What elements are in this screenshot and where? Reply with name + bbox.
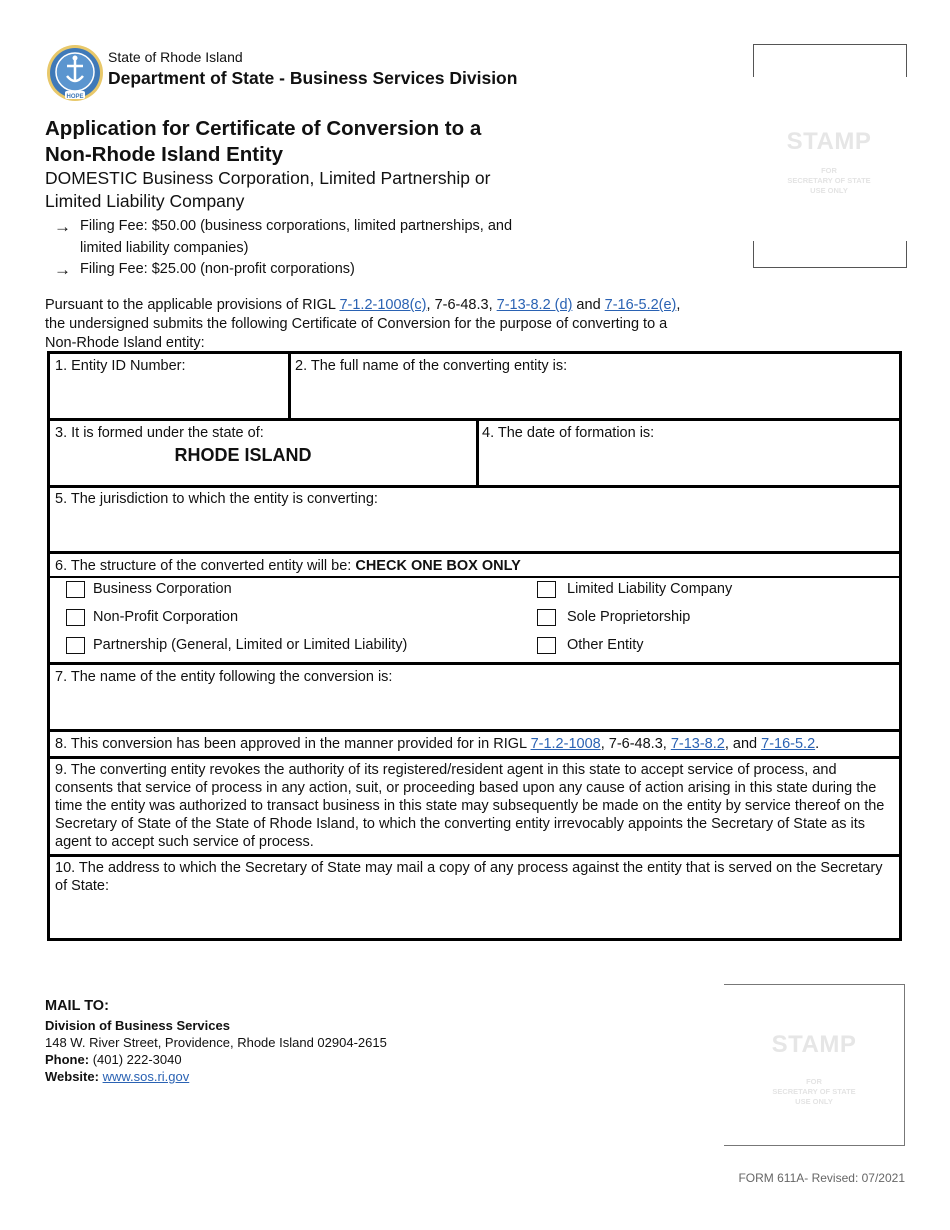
link-rigl-7-16-5.2e[interactable]: 7-16-5.2(e) xyxy=(604,297,677,313)
checkbox[interactable] xyxy=(66,581,85,598)
service-address-label: 10. The address to which the Secretary of State may mail a copy of any process against the entity that is served on the Secretary of State: xyxy=(55,860,883,894)
converting-entity-name-label: 2. The full name of the converting entity is: xyxy=(295,358,568,374)
state-name: State of Rhode Island xyxy=(108,49,243,65)
stamp-box-bottom xyxy=(724,984,905,1146)
jurisdiction-field[interactable] xyxy=(54,510,894,548)
mail-address: 148 W. River Street, Providence, Rhode Island 02904-2615 xyxy=(45,1035,387,1050)
approval-text: 8. This conversion has been approved in the manner provided for in RIGL xyxy=(55,736,531,752)
stamp-box-top xyxy=(753,44,905,268)
stamp-note-line: FOR xyxy=(806,1077,822,1086)
option-label: Partnership (General, Limited or Limited Liability) xyxy=(93,637,408,653)
checkbox[interactable] xyxy=(537,581,556,598)
intro-text: , the undersigned submits the following Certificate of Conversion for the purpose of converting to a Non-Rhode Island entity: xyxy=(45,297,681,351)
arrow-right-icon: → xyxy=(54,260,71,279)
formation-date-field[interactable] xyxy=(480,444,890,482)
intro-text: Pursuant to the applicable provisions of RIGL xyxy=(45,297,340,313)
option-label: Sole Proprietorship xyxy=(567,609,691,625)
stamp-note-line: USE ONLY xyxy=(795,1097,833,1106)
page-subtitle xyxy=(45,167,565,212)
option-label: Limited Liability Company xyxy=(567,581,733,597)
approval-text: . xyxy=(815,736,820,752)
subtitle-line-2: Limited Liability Company xyxy=(45,190,245,211)
checkbox[interactable] xyxy=(537,609,556,626)
structure-instruction: CHECK ONE BOX ONLY xyxy=(355,558,521,574)
jurisdiction-label: 5. The jurisdiction to which the entity is converting: xyxy=(55,491,378,507)
stamp-label: STAMP xyxy=(786,128,872,155)
page-title xyxy=(45,116,605,168)
stamp-label: STAMP xyxy=(771,1031,857,1058)
mail-phone xyxy=(45,1051,387,1068)
filing-fee-2 xyxy=(54,259,574,281)
subtitle-line-1: DOMESTIC Business Corporation, Limited Partnership or xyxy=(45,168,491,188)
filing-fee-1-line-2: limited liability companies) xyxy=(80,239,249,256)
checkbox[interactable] xyxy=(66,637,85,654)
new-entity-name-label: 7. The name of the entity following the conversion is: xyxy=(55,669,393,685)
entity-id-label: 1. Entity ID Number: xyxy=(55,358,186,374)
service-address-field[interactable] xyxy=(54,898,894,936)
mail-to-heading: MAIL TO: xyxy=(45,998,109,1014)
form-revision-footer: FORM 611A- Revised: 07/2021 xyxy=(738,1171,905,1185)
link-rigl-7-13-8.2d[interactable]: 7-13-8.2 (d) xyxy=(496,297,573,313)
phone-value: (401) 222-3040 xyxy=(92,1052,182,1067)
stamp-note-line: SECRETARY OF STATE xyxy=(772,1087,856,1096)
arrow-right-icon: → xyxy=(54,217,71,236)
stamp-note xyxy=(724,1077,904,1107)
new-entity-name-field[interactable] xyxy=(54,688,894,726)
filing-fee-1 xyxy=(54,216,574,260)
department-name: Department of State - Business Services Division xyxy=(108,68,518,88)
revocation-statement: 9. The converting entity revokes the authority of its registered/resident agent in this state to accept service of process, and consents that service of process in any action, suit, or proceeding based upon any cause of action arising in this state during the time the entity was authorized to transact business in this state may subsequently be made on the entity by service thereof on the Secretary of State of the State of Rhode Island, to which the converting entity irrevocably appoints the Secretary of State as its agent to accept such service of process. xyxy=(55,762,885,850)
link-rigl-7-13-8.2[interactable]: 7-13-8.2 xyxy=(670,736,725,752)
formation-state-label: 3. It is formed under the state of: xyxy=(55,425,264,441)
title-line-1: Application for Certificate of Conversion to a xyxy=(45,117,482,140)
intro-text: , 7-6-48.3, xyxy=(426,297,497,313)
structure-label-text: 6. The structure of the converted entity will be: xyxy=(55,558,356,574)
seal-motto: HOPE xyxy=(66,94,84,100)
stamp-note-line: FOR xyxy=(821,166,837,175)
approval-statement xyxy=(55,735,819,753)
entity-id-field[interactable] xyxy=(50,376,286,416)
mail-division: Division of Business Services xyxy=(45,1018,230,1033)
mail-website xyxy=(45,1068,387,1085)
option-label: Business Corporation xyxy=(93,581,232,597)
link-rigl-7-1.2-1008[interactable]: 7-1.2-1008 xyxy=(530,736,601,752)
phone-label: Phone: xyxy=(45,1052,90,1067)
checkbox[interactable] xyxy=(537,637,556,654)
stamp-note-line: USE ONLY xyxy=(810,186,848,195)
stamp-note xyxy=(753,166,905,196)
conversion-form xyxy=(47,351,902,941)
website-label: Website: xyxy=(45,1069,99,1084)
website-link[interactable]: www.sos.ri.gov xyxy=(102,1069,190,1084)
approval-text: , and xyxy=(724,736,762,752)
option-label: Non-Profit Corporation xyxy=(93,609,239,625)
checkbox[interactable] xyxy=(66,609,85,626)
converting-entity-name-field[interactable] xyxy=(292,376,892,416)
link-rigl-7-16-5.2[interactable]: 7-16-5.2 xyxy=(761,736,816,752)
filing-fee-1-line-1: Filing Fee: $50.00 (business corporations, limited partnerships, and xyxy=(80,218,513,234)
stamp-note-line: SECRETARY OF STATE xyxy=(787,176,871,185)
state-seal-logo xyxy=(46,44,104,102)
mail-to-block xyxy=(45,998,387,1085)
intro-text: and xyxy=(572,297,605,313)
option-label: Other Entity xyxy=(567,637,644,653)
formation-state-value: RHODE ISLAND xyxy=(174,445,312,465)
filing-fee-2-line-1: Filing Fee: $25.00 (non-profit corporations) xyxy=(80,261,355,277)
title-line-2: Non-Rhode Island Entity xyxy=(45,143,284,166)
structure-label xyxy=(55,557,521,575)
link-rigl-7-1.2-1008c[interactable]: 7-1.2-1008(c) xyxy=(339,297,427,313)
approval-text: , 7-6-48.3, xyxy=(600,736,671,752)
intro-paragraph xyxy=(45,296,693,353)
formation-date-label: 4. The date of formation is: xyxy=(482,425,655,441)
